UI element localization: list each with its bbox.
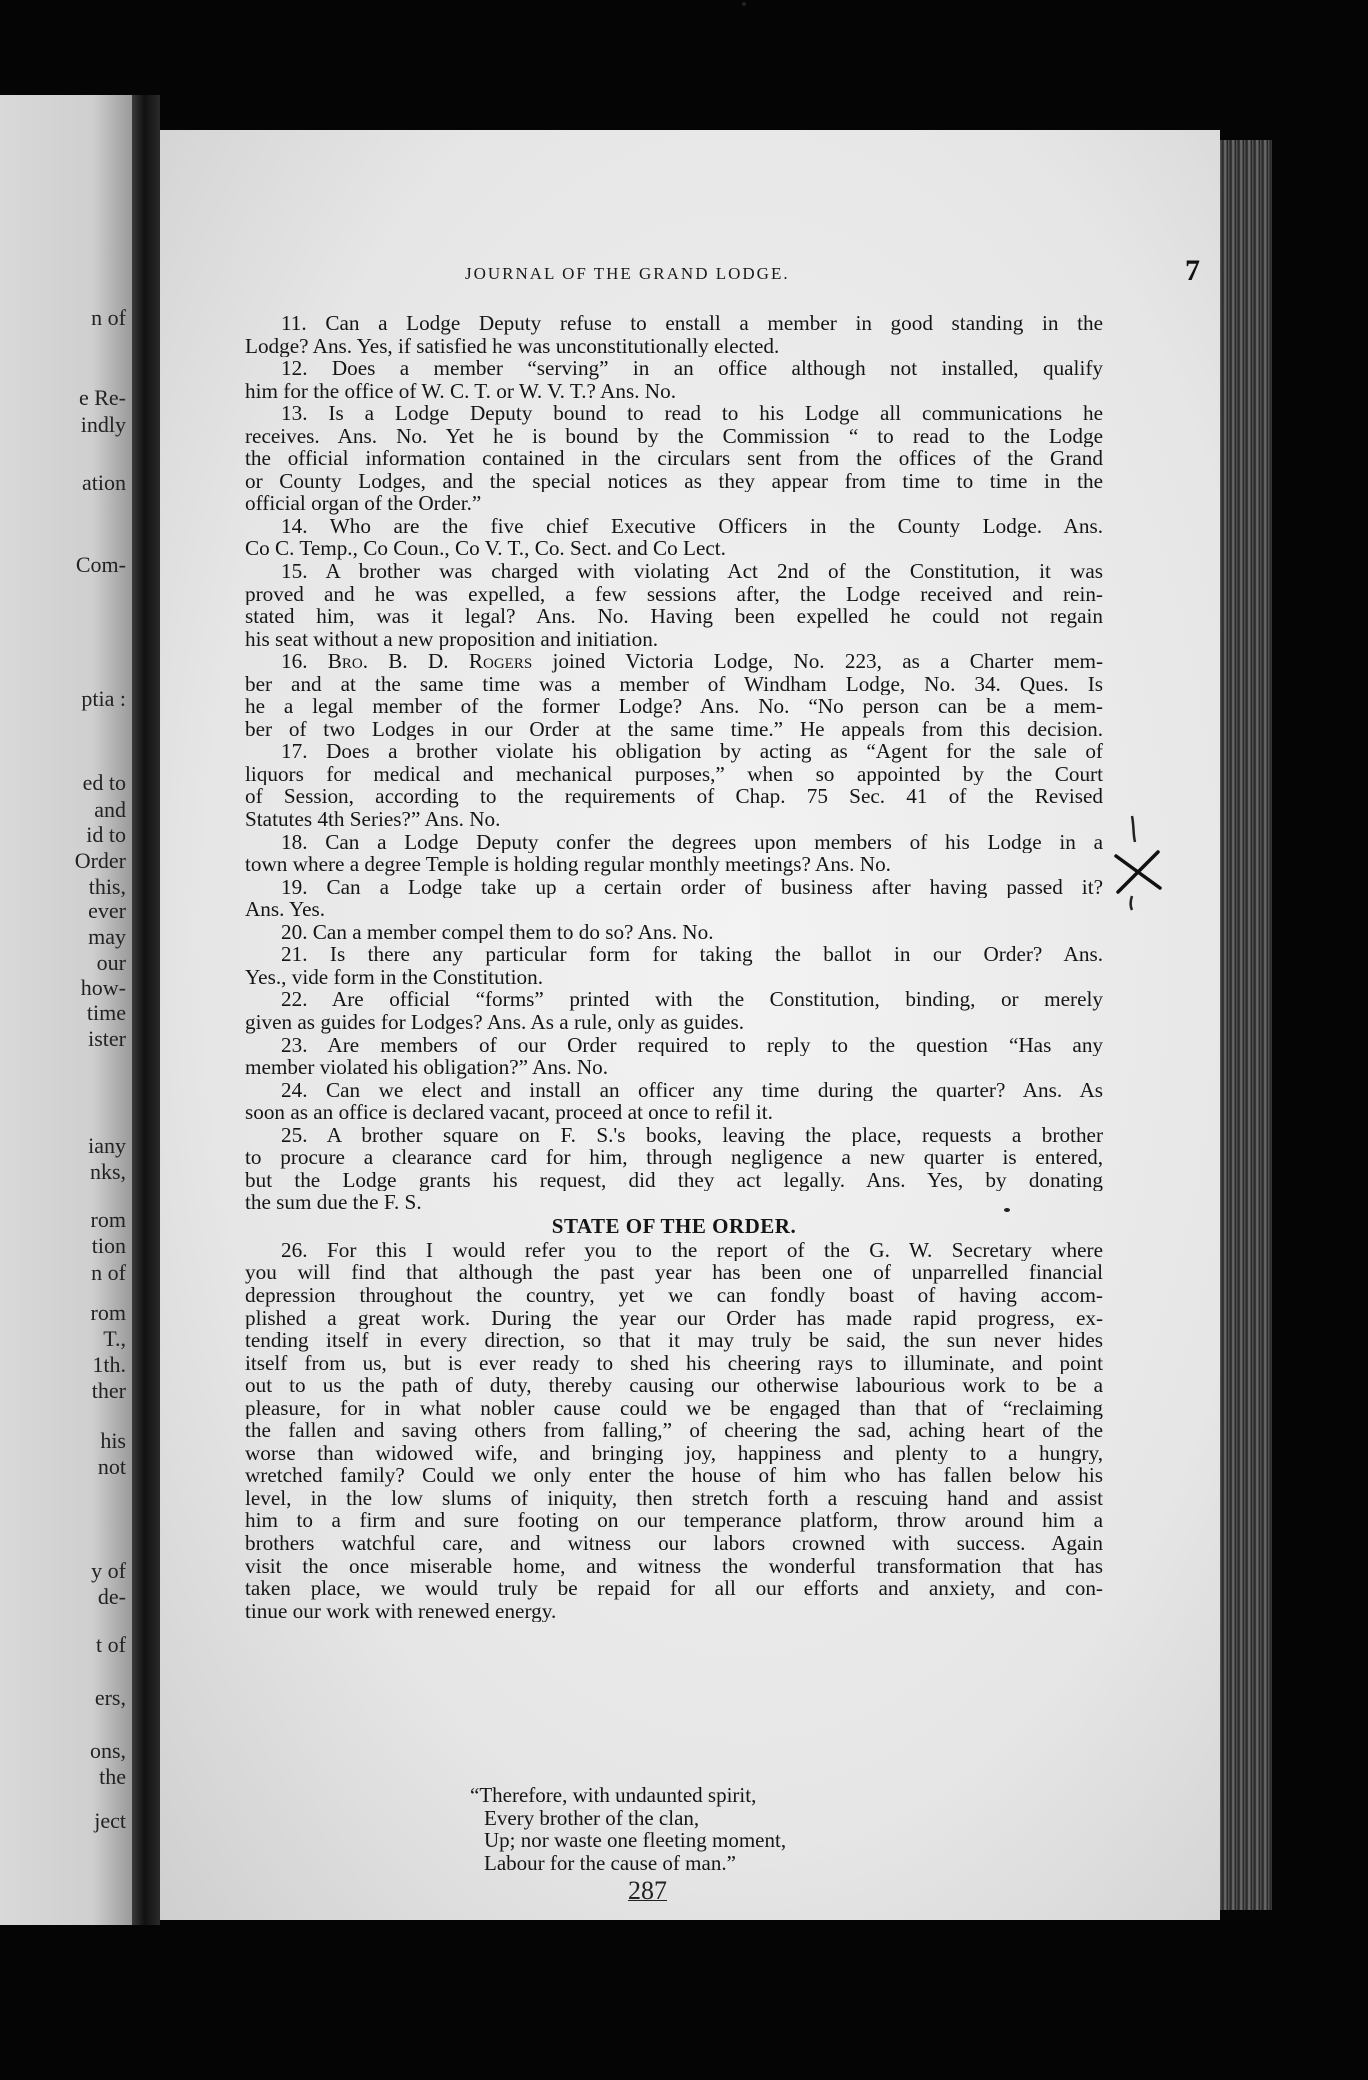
text-line: 16. Bro. B. D. Rogers joined Victoria Lodge, No. 223, as a Charter mem- bbox=[281, 650, 1103, 673]
text-line: Lodge? Ans. Yes, if satisfied he was unconstitutionally elected. bbox=[245, 334, 780, 358]
text-line: or County Lodges, and the special notices as they appear from time to time in the bbox=[245, 469, 1103, 493]
facing-page-text: not bbox=[97, 1454, 126, 1479]
text-line: worse than widowed wife, and bringing joy, happiness and plenty to a hungry, bbox=[245, 1441, 1103, 1465]
facing-page-text: ation bbox=[82, 470, 126, 495]
book-gutter bbox=[132, 95, 160, 1925]
text-line: depression throughout the country, yet we can fondly boast of having accom- bbox=[245, 1283, 1103, 1307]
text-line: proved and he was expelled, a few sessions after, the Lodge received and rein- bbox=[245, 582, 1103, 606]
text-line: visit the once miserable home, and witness the wonderful transformation that has bbox=[245, 1554, 1103, 1578]
facing-page-text: and bbox=[94, 797, 126, 822]
folio-number: 287 bbox=[628, 1876, 667, 1905]
facing-page-text: ers, bbox=[94, 1685, 126, 1710]
text-line: Statutes 4th Series?” Ans. No. bbox=[245, 808, 501, 831]
text-line: Ans. Yes. bbox=[245, 898, 326, 921]
facing-page-text: iany bbox=[88, 1133, 126, 1158]
text-line: ber and at the same time was a member of Windham Lodge, No. 34. Ques. Is bbox=[245, 672, 1103, 696]
text-line: member violated his obligation?” Ans. No. bbox=[245, 1056, 609, 1079]
verse-line: Labour for the cause of man.” bbox=[484, 1850, 736, 1875]
page-edges bbox=[1220, 140, 1272, 1910]
text-line: pleasure, for in what nobler cause could we be engaged than that of “reclaiming bbox=[245, 1396, 1103, 1420]
facing-page-text: y of bbox=[91, 1558, 126, 1583]
facing-page-text: this, bbox=[88, 874, 126, 899]
facing-page-text: 1th. bbox=[92, 1352, 126, 1377]
text-line: 12. Does a member “serving” in an office although not installed, qualify bbox=[281, 357, 1103, 380]
text-line: to procure a clearance card for him, through negligence a new quarter is entered, bbox=[245, 1146, 1103, 1169]
running-title: JOURNAL OF THE GRAND LODGE. bbox=[465, 264, 790, 283]
page-body bbox=[245, 312, 1103, 1622]
text-line: stated him, was it legal? Ans. No. Having been expelled he could not regain bbox=[245, 605, 1103, 628]
text-line: given as guides for Lodges? Ans. As a rule, only as guides. bbox=[245, 1010, 745, 1034]
text-line: the sum due the F. S. bbox=[245, 1191, 422, 1214]
text-line: brothers watchful care, and witness our labors crowned with success. Again bbox=[245, 1531, 1103, 1555]
verse-line: Up; nor waste one fleeting moment, bbox=[484, 1828, 787, 1852]
verse-line: “Therefore, with undaunted spirit, bbox=[470, 1783, 757, 1807]
facing-page-text: ther bbox=[91, 1378, 126, 1403]
text-line: 18. Can a Lodge Deputy confer the degrees upon members of his Lodge in a bbox=[281, 830, 1103, 854]
facing-page-text: his bbox=[100, 1428, 126, 1453]
text-line: wretched family? Could we only enter the house of him who has fallen below his bbox=[245, 1464, 1103, 1487]
facing-page-text: t of bbox=[96, 1632, 126, 1657]
text-line: liquors for medical and mechanical purposes,” when so appointed by the Court bbox=[245, 762, 1103, 786]
text-line: him for the office of W. C. T. or W. V. T.? Ans. No. bbox=[245, 379, 676, 403]
text-line: 13. Is a Lodge Deputy bound to read to his Lodge all communications he bbox=[281, 402, 1103, 425]
text-line: tending itself in every direction, so that it may truly be said, the sun never hides bbox=[245, 1329, 1103, 1352]
text-line: 19. Can a Lodge take up a certain order of business after having passed it? bbox=[281, 875, 1103, 899]
text-line: his seat without a new proposition and initiation. bbox=[245, 627, 659, 651]
text-line: he a legal member of the former Lodge? Ans. No. “No person can be a mem- bbox=[245, 695, 1103, 718]
text-line: plished a great work. During the year our Order has made rapid progress, ex- bbox=[245, 1306, 1103, 1330]
handwritten-x-mark bbox=[1108, 812, 1168, 912]
facing-page-text: tion bbox=[91, 1233, 126, 1258]
verse-line: Every brother of the clan, bbox=[484, 1805, 700, 1830]
facing-page-text: de- bbox=[97, 1584, 126, 1609]
page-header bbox=[300, 254, 1200, 298]
facing-page-text: rom bbox=[90, 1207, 126, 1232]
facing-page-text: id to bbox=[86, 822, 126, 847]
facing-page-text: ister bbox=[88, 1026, 126, 1051]
facing-page-text: rom bbox=[90, 1300, 126, 1325]
text-line: 11. Can a Lodge Deputy refuse to enstall a member in good standing in the bbox=[281, 312, 1103, 335]
text-line: itself from us, but is ever ready to shed his cheering rays to illuminate, and point bbox=[245, 1351, 1103, 1375]
facing-page-text: indly bbox=[80, 412, 126, 437]
text-line: official organ of the Order.” bbox=[245, 492, 482, 515]
text-line: 25. A brother square on F. S.'s books, leaving the place, requests a brother bbox=[281, 1123, 1103, 1147]
facing-page-text: our bbox=[96, 950, 126, 975]
text-line: ber of two Lodges in our Order at the same time.” He appeals from this decision. bbox=[245, 717, 1103, 741]
facing-page-text: ptia : bbox=[81, 686, 126, 711]
text-line: 23. Are members of our Order required to reply to the question “Has any bbox=[281, 1033, 1103, 1057]
facing-page-text: ons, bbox=[89, 1738, 126, 1763]
facing-page-text: n of bbox=[91, 305, 126, 330]
text-line: level, in the low slums of iniquity, then stretch forth a rescuing hand and assist bbox=[245, 1486, 1103, 1510]
page-number: 7 bbox=[1185, 254, 1200, 287]
facing-page-text: e Re- bbox=[78, 385, 126, 410]
facing-page-text: T., bbox=[103, 1326, 126, 1351]
text-line: 17. Does a brother violate his obligation by acting as “Agent for the sale of bbox=[281, 740, 1103, 763]
facing-page-text: n of bbox=[91, 1260, 126, 1285]
text-line: tinue our work with renewed energy. bbox=[245, 1599, 557, 1623]
text-line: 20. Can a member compel them to do so? Ans. No. bbox=[281, 920, 714, 944]
text-line: of Session, according to the requirements of Chap. 75 Sec. 41 of the Revised bbox=[245, 785, 1103, 809]
facing-page-text: nks, bbox=[89, 1159, 126, 1184]
text-line: you will find that although the past year has been one of unparrelled financial bbox=[245, 1261, 1103, 1284]
facing-page-text: time bbox=[86, 1000, 126, 1025]
speck bbox=[742, 2, 746, 6]
text-line: him to a firm and sure footing on our temperance platform, throw around him a bbox=[245, 1509, 1103, 1532]
text-line: 15. A brother was charged with violating Act 2nd of the Constitution, it was bbox=[281, 560, 1103, 583]
text-line: 14. Who are the five chief Executive Officers in the County Lodge. Ans. bbox=[281, 514, 1103, 538]
text-line: 22. Are official “forms” printed with the Constitution, binding, or merely bbox=[281, 988, 1103, 1011]
section-heading: STATE OF THE ORDER. bbox=[551, 1213, 797, 1238]
facing-page-text: Order bbox=[74, 848, 126, 873]
text-line: but the Lodge grants his request, did they act legally. Ans. Yes, by donating bbox=[245, 1168, 1103, 1192]
text-line: 26. For this I would refer you to the report of the G. W. Secretary where bbox=[281, 1238, 1103, 1262]
facing-page-text: how- bbox=[80, 975, 126, 1000]
facing-page-text: may bbox=[88, 924, 126, 949]
facing-page-fragment bbox=[0, 95, 132, 1925]
text-line: Yes., vide form in the Constitution. bbox=[245, 965, 544, 989]
text-line: taken place, we would truly be repaid for all our efforts and anxiety, and con- bbox=[245, 1577, 1103, 1600]
text-line: Co C. Temp., Co Coun., Co V. T., Co. Sect. and Co Lect. bbox=[245, 537, 726, 561]
closing-verse bbox=[470, 1784, 890, 1874]
facing-page-text: ed to bbox=[82, 770, 126, 795]
text-line: receives. Ans. No. Yet he is bound by the Commission “ to read to the Lodge bbox=[245, 424, 1103, 448]
text-line: 21. Is there any particular form for taking the ballot in our Order? Ans. bbox=[281, 943, 1103, 966]
facing-page-text: the bbox=[99, 1764, 126, 1789]
speck bbox=[1004, 1208, 1010, 1212]
text-line: town where a degree Temple is holding regular monthly meetings? Ans. No. bbox=[245, 853, 891, 876]
facing-page-text: ject bbox=[94, 1808, 126, 1833]
text-line: out to us the path of duty, thereby causing our otherwise labourious work to be a bbox=[245, 1374, 1103, 1397]
text-line: soon as an office is declared vacant, proceed at once to refil it. bbox=[245, 1101, 773, 1124]
facing-page-text: ever bbox=[88, 898, 126, 923]
facing-page-text: Com- bbox=[75, 552, 126, 577]
text-line: the fallen and saving others from falling,” of cheering the sad, aching heart of the bbox=[245, 1419, 1103, 1442]
text-line: 24. Can we elect and install an officer any time during the quarter? Ans. As bbox=[281, 1078, 1103, 1102]
text-line: the official information contained in the circulars sent from the offices of the Grand bbox=[245, 447, 1103, 470]
